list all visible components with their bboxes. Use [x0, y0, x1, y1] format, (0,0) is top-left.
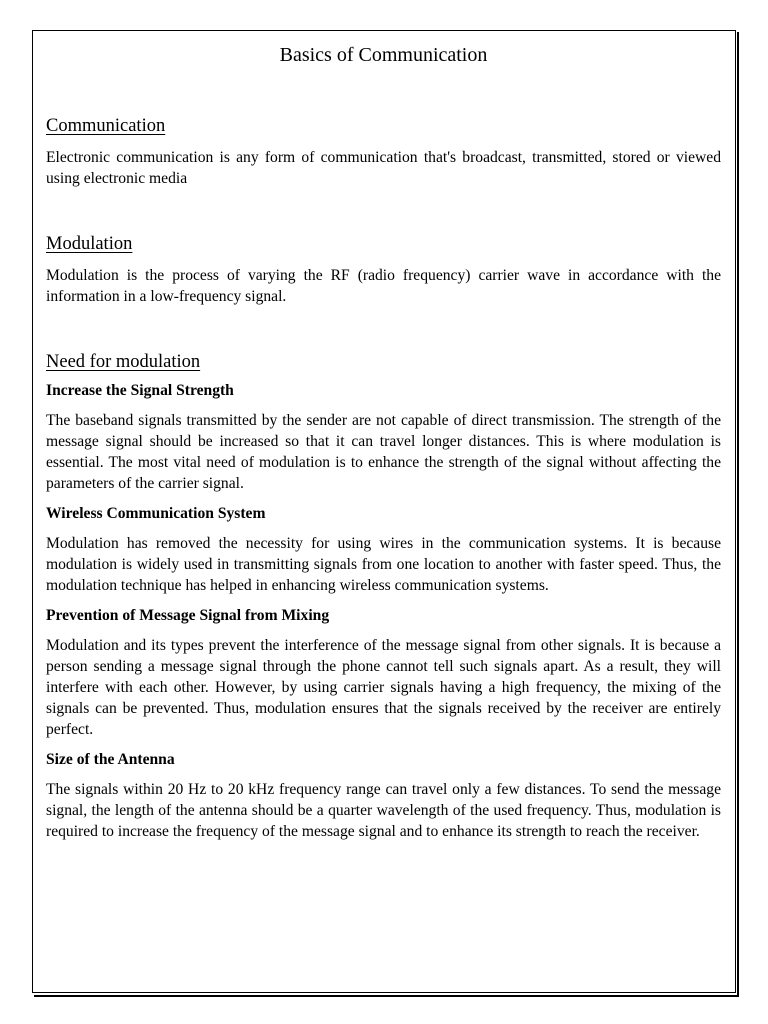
subheading-wireless-communication-system: Wireless Communication System	[46, 505, 266, 522]
section-heading-modulation: Modulation	[46, 234, 133, 254]
document-title: Basics of Communication	[279, 44, 488, 66]
section-heading-communication: Communication	[46, 116, 166, 136]
section-heading-need-for-modulation: Need for modulation	[46, 352, 201, 372]
section-body-communication: Electronic communication is any form of communication that's broadcast, transmitted, stored or viewed using electronic media	[46, 149, 721, 187]
body-increase-signal-strength: The baseband signals transmitted by the sender are not capable of direct transmission. The strength of the message signal should be increased so that it can travel longer distances. This is where modulation is essential. The most vital need of modulation is to enhance the strength of the signal without affecting the parameters of the carrier signal.	[46, 412, 721, 492]
body-size-of-antenna: The signals within 20 Hz to 20 kHz frequency range can travel only a few distances. To send the message signal, the length of the antenna should be a quarter wavelength of the used frequency. Thus, modulation is required to increase the frequency of the message signal and to enhance its strength to reach the receiver.	[46, 781, 721, 840]
subheading-size-of-antenna: Size of the Antenna	[46, 751, 175, 768]
document-content	[46, 40, 721, 842]
subheading-increase-signal-strength: Increase the Signal Strength	[46, 382, 234, 399]
section-body-modulation: Modulation is the process of varying the RF (radio frequency) carrier wave in accordance with the information in a low-frequency signal.	[46, 267, 721, 305]
subheading-prevention-of-mixing: Prevention of Message Signal from Mixing	[46, 607, 330, 624]
body-wireless-communication-system: Modulation has removed the necessity for using wires in the communication systems. It is because modulation is widely used in transmitting signals from one location to another with faster speed. Thus, the modulation technique has helped in enhancing wireless communication systems.	[46, 535, 721, 594]
body-prevention-of-mixing: Modulation and its types prevent the interference of the message signal from other signals. It is because a person sending a message signal through the phone cannot tell such signals apart. As a result, they will interfere with each other. However, by using carrier signals having a high frequency, the mixing of the signals can be prevented. Thus, modulation ensures that the signals received by the receiver are entirely perfect.	[46, 637, 721, 738]
